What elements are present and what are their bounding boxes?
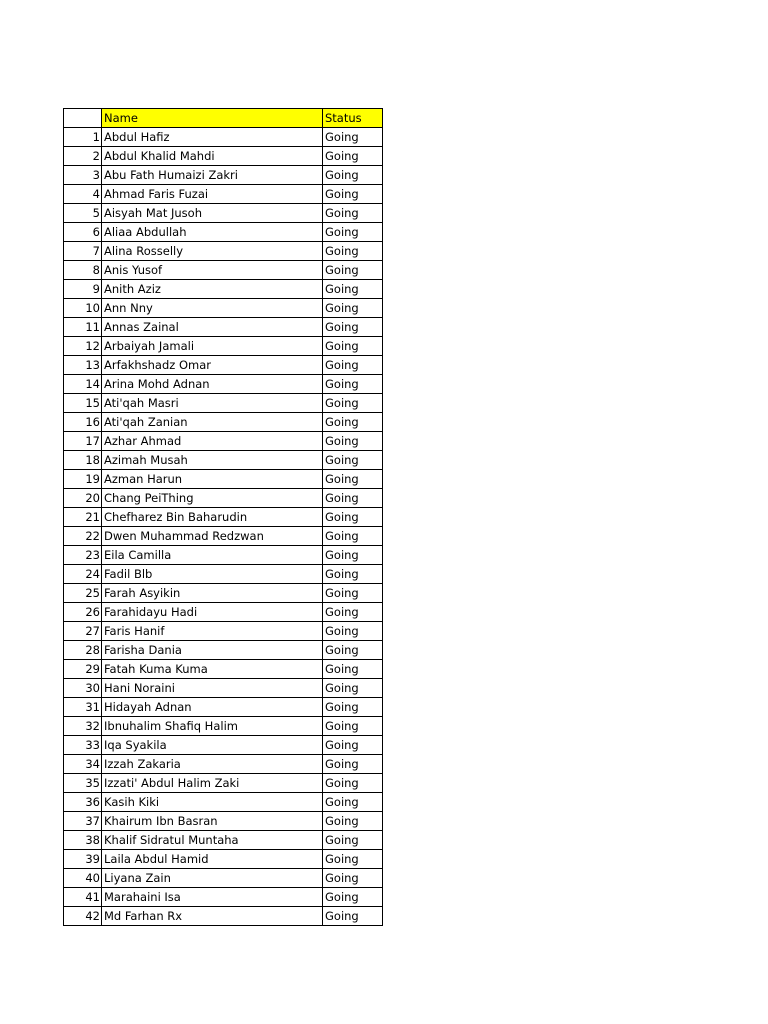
- table-row: [64, 660, 383, 679]
- table-row: [64, 812, 383, 831]
- name-cell[interactable]: Ibnuhalim Shafiq Halim: [102, 717, 323, 736]
- status-cell[interactable]: Going: [323, 261, 383, 280]
- name-cell[interactable]: Ann Nny: [102, 299, 323, 318]
- name-cell[interactable]: Farahidayu Hadi: [102, 603, 323, 622]
- status-cell[interactable]: Going: [323, 698, 383, 717]
- row-index-cell[interactable]: 3: [64, 166, 102, 185]
- status-cell[interactable]: Going: [323, 793, 383, 812]
- row-index-cell[interactable]: 26: [64, 603, 102, 622]
- table-row: [64, 337, 383, 356]
- status-cell[interactable]: Going: [323, 166, 383, 185]
- row-index-cell[interactable]: 25: [64, 584, 102, 603]
- table-row: [64, 869, 383, 888]
- name-cell[interactable]: Marahaini Isa: [102, 888, 323, 907]
- row-index-cell[interactable]: 13: [64, 356, 102, 375]
- table-row: [64, 261, 383, 280]
- table-row: [64, 508, 383, 527]
- name-cell[interactable]: Izzati' Abdul Halim Zaki: [102, 774, 323, 793]
- row-index-cell[interactable]: 29: [64, 660, 102, 679]
- table-row: [64, 451, 383, 470]
- name-cell[interactable]: Arina Mohd Adnan: [102, 375, 323, 394]
- table-row: [64, 907, 383, 926]
- row-index-cell[interactable]: 24: [64, 565, 102, 584]
- table-row: [64, 147, 383, 166]
- status-cell[interactable]: Going: [323, 736, 383, 755]
- table-row: [64, 527, 383, 546]
- name-cell[interactable]: Arfakhshadz Omar: [102, 356, 323, 375]
- row-index-cell[interactable]: 6: [64, 223, 102, 242]
- name-cell[interactable]: Farisha Dania: [102, 641, 323, 660]
- row-index-cell[interactable]: 39: [64, 850, 102, 869]
- table-row: [64, 793, 383, 812]
- status-cell[interactable]: Going: [323, 603, 383, 622]
- row-index-cell[interactable]: 15: [64, 394, 102, 413]
- status-cell[interactable]: Going: [323, 470, 383, 489]
- table-row: [64, 698, 383, 717]
- row-index-cell[interactable]: 4: [64, 185, 102, 204]
- table-row: [64, 546, 383, 565]
- status-cell[interactable]: Going: [323, 641, 383, 660]
- row-index-cell[interactable]: 36: [64, 793, 102, 812]
- table-row: [64, 394, 383, 413]
- status-cell[interactable]: Going: [323, 318, 383, 337]
- status-cell[interactable]: Going: [323, 679, 383, 698]
- name-cell[interactable]: Kasih Kiki: [102, 793, 323, 812]
- status-cell[interactable]: Going: [323, 869, 383, 888]
- row-index-cell[interactable]: 21: [64, 508, 102, 527]
- row-index-cell[interactable]: 19: [64, 470, 102, 489]
- name-cell[interactable]: Fadil Blb: [102, 565, 323, 584]
- row-index-cell[interactable]: 33: [64, 736, 102, 755]
- row-index-cell[interactable]: 30: [64, 679, 102, 698]
- status-cell[interactable]: Going: [323, 375, 383, 394]
- table-row: [64, 128, 383, 147]
- table-row: [64, 470, 383, 489]
- row-index-cell[interactable]: 27: [64, 622, 102, 641]
- table-row: [64, 736, 383, 755]
- table-body: [64, 128, 383, 926]
- status-cell[interactable]: Going: [323, 204, 383, 223]
- table-row: [64, 622, 383, 641]
- status-cell[interactable]: Going: [323, 774, 383, 793]
- table-row: [64, 204, 383, 223]
- row-index-cell[interactable]: 10: [64, 299, 102, 318]
- table-row: [64, 679, 383, 698]
- table-row: [64, 375, 383, 394]
- status-cell[interactable]: Going: [323, 489, 383, 508]
- row-index-cell[interactable]: 37: [64, 812, 102, 831]
- name-cell[interactable]: Chefharez Bin Baharudin: [102, 508, 323, 527]
- status-cell[interactable]: Going: [323, 622, 383, 641]
- row-index-cell[interactable]: 18: [64, 451, 102, 470]
- table-row: [64, 413, 383, 432]
- row-index-cell[interactable]: 11: [64, 318, 102, 337]
- row-index-cell[interactable]: 35: [64, 774, 102, 793]
- status-cell[interactable]: Going: [323, 755, 383, 774]
- status-cell[interactable]: Going: [323, 356, 383, 375]
- status-cell[interactable]: Going: [323, 546, 383, 565]
- name-cell[interactable]: Aliaa Abdullah: [102, 223, 323, 242]
- table-row: [64, 641, 383, 660]
- name-cell[interactable]: Iqa Syakila: [102, 736, 323, 755]
- name-cell[interactable]: Anith Aziz: [102, 280, 323, 299]
- row-index-cell[interactable]: 28: [64, 641, 102, 660]
- status-header-cell[interactable]: Status: [323, 109, 383, 128]
- row-index-cell[interactable]: 20: [64, 489, 102, 508]
- row-index-cell[interactable]: 12: [64, 337, 102, 356]
- name-cell[interactable]: Hidayah Adnan: [102, 698, 323, 717]
- name-cell[interactable]: Laila Abdul Hamid: [102, 850, 323, 869]
- status-cell[interactable]: Going: [323, 280, 383, 299]
- name-cell[interactable]: Liyana Zain: [102, 869, 323, 888]
- status-cell[interactable]: Going: [323, 413, 383, 432]
- row-index-cell[interactable]: 9: [64, 280, 102, 299]
- name-cell[interactable]: Dwen Muhammad Redzwan: [102, 527, 323, 546]
- name-cell[interactable]: Izzah Zakaria: [102, 755, 323, 774]
- table-row: [64, 356, 383, 375]
- table-row: [64, 185, 383, 204]
- status-cell[interactable]: Going: [323, 584, 383, 603]
- table-row: [64, 565, 383, 584]
- name-cell[interactable]: Ahmad Faris Fuzai: [102, 185, 323, 204]
- name-cell[interactable]: Anis Yusof: [102, 261, 323, 280]
- status-cell[interactable]: Going: [323, 147, 383, 166]
- name-cell[interactable]: Ati'qah Masri: [102, 394, 323, 413]
- table-row: [64, 850, 383, 869]
- name-cell[interactable]: Khairum Ibn Basran: [102, 812, 323, 831]
- name-cell[interactable]: Arbaiyah Jamali: [102, 337, 323, 356]
- status-cell[interactable]: Going: [323, 337, 383, 356]
- name-cell[interactable]: Alina Rosselly: [102, 242, 323, 261]
- name-cell[interactable]: Ati'qah Zanian: [102, 413, 323, 432]
- status-cell[interactable]: Going: [323, 527, 383, 546]
- table-row: [64, 489, 383, 508]
- status-cell[interactable]: Going: [323, 888, 383, 907]
- status-cell[interactable]: Going: [323, 565, 383, 584]
- row-index-cell[interactable]: 41: [64, 888, 102, 907]
- status-cell[interactable]: Going: [323, 831, 383, 850]
- status-cell[interactable]: Going: [323, 242, 383, 261]
- name-cell[interactable]: Md Farhan Rx: [102, 907, 323, 926]
- name-cell[interactable]: Aisyah Mat Jusoh: [102, 204, 323, 223]
- table-row: [64, 280, 383, 299]
- table-row: [64, 831, 383, 850]
- status-cell[interactable]: Going: [323, 717, 383, 736]
- name-cell[interactable]: Azimah Musah: [102, 451, 323, 470]
- table-row: [64, 774, 383, 793]
- table-row: [64, 888, 383, 907]
- status-cell[interactable]: Going: [323, 850, 383, 869]
- row-index-cell[interactable]: 17: [64, 432, 102, 451]
- status-cell[interactable]: Going: [323, 907, 383, 926]
- row-index-cell[interactable]: 16: [64, 413, 102, 432]
- status-cell[interactable]: Going: [323, 508, 383, 527]
- status-cell[interactable]: Going: [323, 660, 383, 679]
- row-index-cell[interactable]: 7: [64, 242, 102, 261]
- table-row: [64, 223, 383, 242]
- table-row: [64, 242, 383, 261]
- name-cell[interactable]: Hani Noraini: [102, 679, 323, 698]
- row-index-cell[interactable]: 14: [64, 375, 102, 394]
- row-index-cell[interactable]: 1: [64, 128, 102, 147]
- name-cell[interactable]: Chang PeiThing: [102, 489, 323, 508]
- row-index-cell[interactable]: 34: [64, 755, 102, 774]
- table-row: [64, 584, 383, 603]
- table-row: [64, 432, 383, 451]
- name-cell[interactable]: Khalif Sidratul Muntaha: [102, 831, 323, 850]
- status-cell[interactable]: Going: [323, 299, 383, 318]
- name-cell[interactable]: Eila Camilla: [102, 546, 323, 565]
- status-cell[interactable]: Going: [323, 812, 383, 831]
- name-cell[interactable]: Abu Fath Humaizi Zakri: [102, 166, 323, 185]
- name-header-cell[interactable]: Name: [102, 109, 323, 128]
- name-cell[interactable]: Abdul Khalid Mahdi: [102, 147, 323, 166]
- row-index-cell[interactable]: 5: [64, 204, 102, 223]
- index-header-cell[interactable]: [64, 109, 102, 128]
- table-row: [64, 299, 383, 318]
- header-row: [64, 109, 383, 128]
- row-index-cell[interactable]: 2: [64, 147, 102, 166]
- row-index-cell[interactable]: 38: [64, 831, 102, 850]
- status-cell[interactable]: Going: [323, 223, 383, 242]
- status-cell[interactable]: Going: [323, 128, 383, 147]
- name-cell[interactable]: Fatah Kuma Kuma: [102, 660, 323, 679]
- name-cell[interactable]: Annas Zainal: [102, 318, 323, 337]
- name-cell[interactable]: Azman Harun: [102, 470, 323, 489]
- row-index-cell[interactable]: 22: [64, 527, 102, 546]
- row-index-cell[interactable]: 31: [64, 698, 102, 717]
- attendance-table: [63, 108, 383, 926]
- status-cell[interactable]: Going: [323, 394, 383, 413]
- row-index-cell[interactable]: 32: [64, 717, 102, 736]
- name-cell[interactable]: Abdul Hafiz: [102, 128, 323, 147]
- table-row: [64, 318, 383, 337]
- name-cell[interactable]: Farah Asyikin: [102, 584, 323, 603]
- status-cell[interactable]: Going: [323, 451, 383, 470]
- table-row: [64, 166, 383, 185]
- status-cell[interactable]: Going: [323, 432, 383, 451]
- table-row: [64, 755, 383, 774]
- status-cell[interactable]: Going: [323, 185, 383, 204]
- row-index-cell[interactable]: 8: [64, 261, 102, 280]
- row-index-cell[interactable]: 42: [64, 907, 102, 926]
- name-cell[interactable]: Azhar Ahmad: [102, 432, 323, 451]
- row-index-cell[interactable]: 40: [64, 869, 102, 888]
- table-row: [64, 603, 383, 622]
- row-index-cell[interactable]: 23: [64, 546, 102, 565]
- table-row: [64, 717, 383, 736]
- name-cell[interactable]: Faris Hanif: [102, 622, 323, 641]
